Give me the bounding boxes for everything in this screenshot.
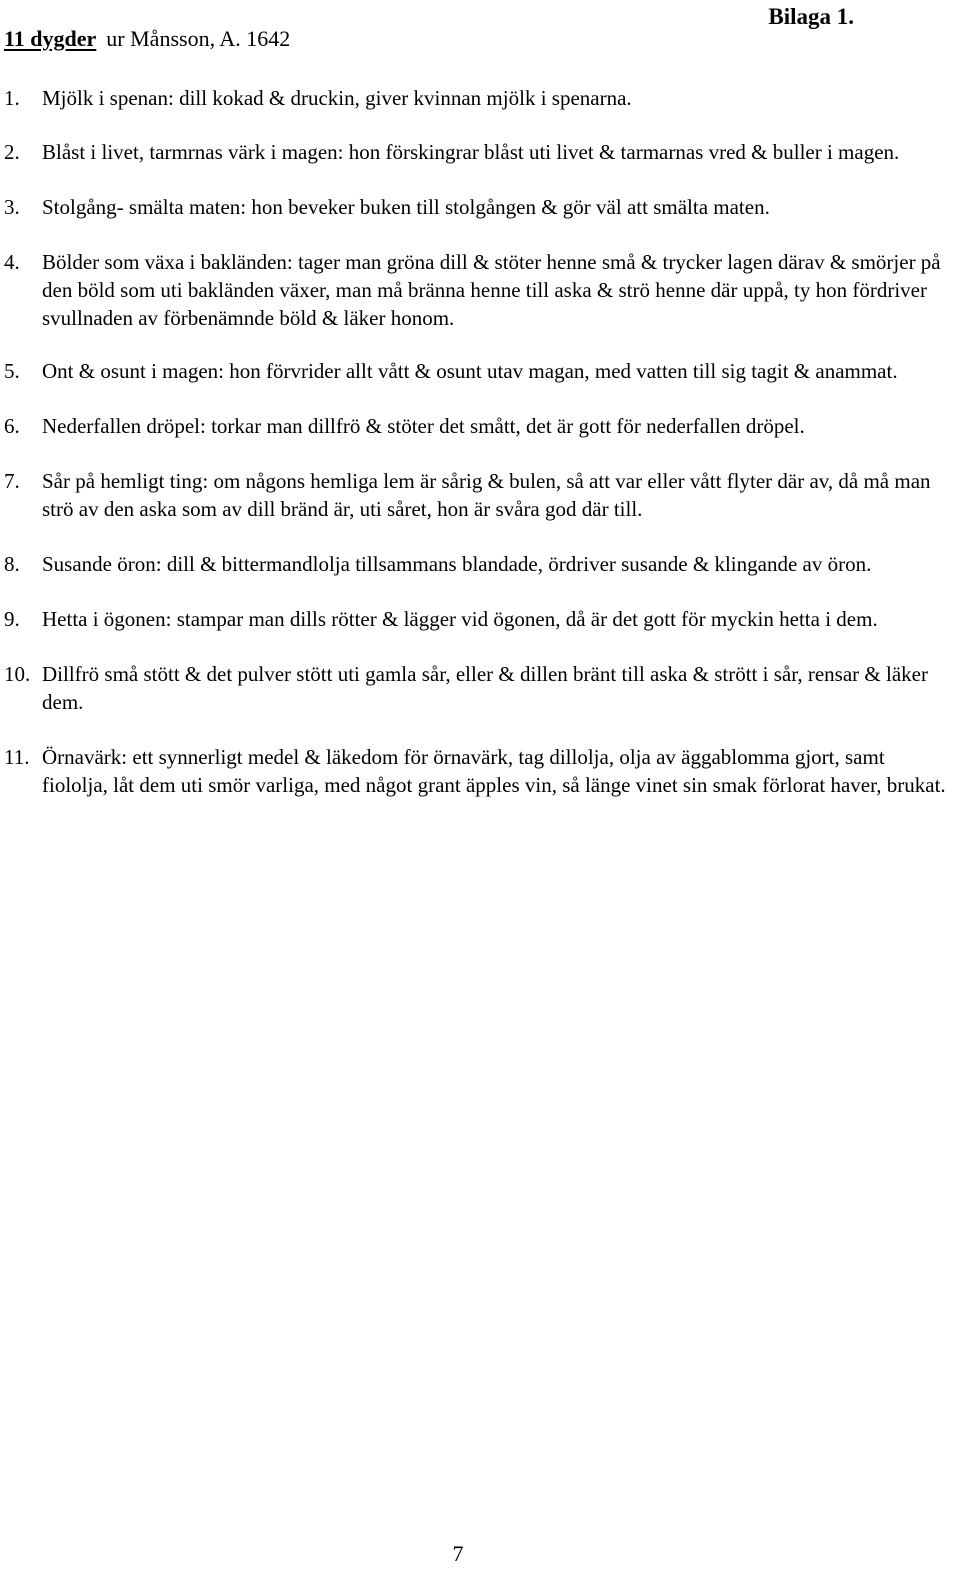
list-item <box>4 605 952 633</box>
list-item <box>4 84 952 112</box>
list-item <box>4 193 952 221</box>
virtues-list <box>4 84 952 826</box>
appendix-label: Bilaga 1. <box>768 4 854 29</box>
item-number: 9. <box>4 607 20 631</box>
title-main: 11 dygder <box>4 26 97 51</box>
list-item <box>4 138 952 166</box>
item-text: Dillfrö små stött & det pulver stött uti gamla sår, eller & dillen bränt till aska & strött i sår, rensar & läker dem. <box>42 662 928 714</box>
list-item <box>4 467 952 523</box>
item-number: 8. <box>4 552 20 576</box>
item-text: Örnavärk: ett synnerligt medel & läkedom för örnavärk, tag dillolja, olja av äggablomma gjort, samt fiololja, låt dem uti smör varliga, med något grant äpples vin, så länge vinet sin smak förlorat haver, brukat. <box>42 745 946 797</box>
item-number: 5. <box>4 359 20 383</box>
list-item <box>4 660 952 716</box>
title-source: ur Månsson, A. 1642 <box>106 26 291 51</box>
item-number: 2. <box>4 140 20 164</box>
item-text: Mjölk i spenan: dill kokad & druckin, giver kvinnan mjölk i spenarna. <box>42 86 632 110</box>
item-text: Nederfallen dröpel: torkar man dillfrö & stöter det smått, det är gott för nederfallen dröpel. <box>42 414 805 438</box>
list-item <box>4 357 952 385</box>
item-text: Hetta i ögonen: stampar man dills rötter & lägger vid ögonen, då är det gott för myckin hetta i dem. <box>42 607 878 631</box>
item-number: 7. <box>4 469 20 493</box>
item-text: Stolgång- smälta maten: hon beveker buken till stolgången & gör väl att smälta maten. <box>42 195 770 219</box>
item-number: 10. <box>4 662 31 686</box>
item-text: Sår på hemligt ting: om någons hemliga lem är sårig & bulen, så att var eller vått flyter där av, då må man strö av den aska som av dill bränd är, uti såret, hon är svåra god där till. <box>42 469 931 521</box>
list-item <box>4 248 952 332</box>
document-title <box>4 26 290 52</box>
item-number: 11. <box>4 745 30 769</box>
item-number: 6. <box>4 414 20 438</box>
item-number: 4. <box>4 250 20 274</box>
list-item <box>4 412 952 440</box>
item-text: Bölder som växa i bakländen: tager man gröna dill & stöter henne små & trycker lagen därav & smörjer på den böld som uti bakländen växer, man må bränna henne till aska & strö henne där uppå, ty hon fördriver svullnaden av förbenämnde böld & läker honom. <box>42 250 941 330</box>
list-item <box>4 743 952 799</box>
list-item <box>4 550 952 578</box>
page-number: 7 <box>452 1541 464 1566</box>
item-text: Susande öron: dill & bittermandlolja tillsammans blandade, ördriver susande & klingande av öron. <box>42 552 872 576</box>
item-text: Blåst i livet, tarmrnas värk i magen: hon förskingrar blåst uti livet & tarmarnas vred & buller i magen. <box>42 140 900 164</box>
item-text: Ont & osunt i magen: hon förvrider allt vått & osunt utav magan, med vatten till sig tagit & anammat. <box>42 359 898 383</box>
item-number: 1. <box>4 86 20 110</box>
document-header <box>4 4 954 60</box>
item-number: 3. <box>4 195 20 219</box>
